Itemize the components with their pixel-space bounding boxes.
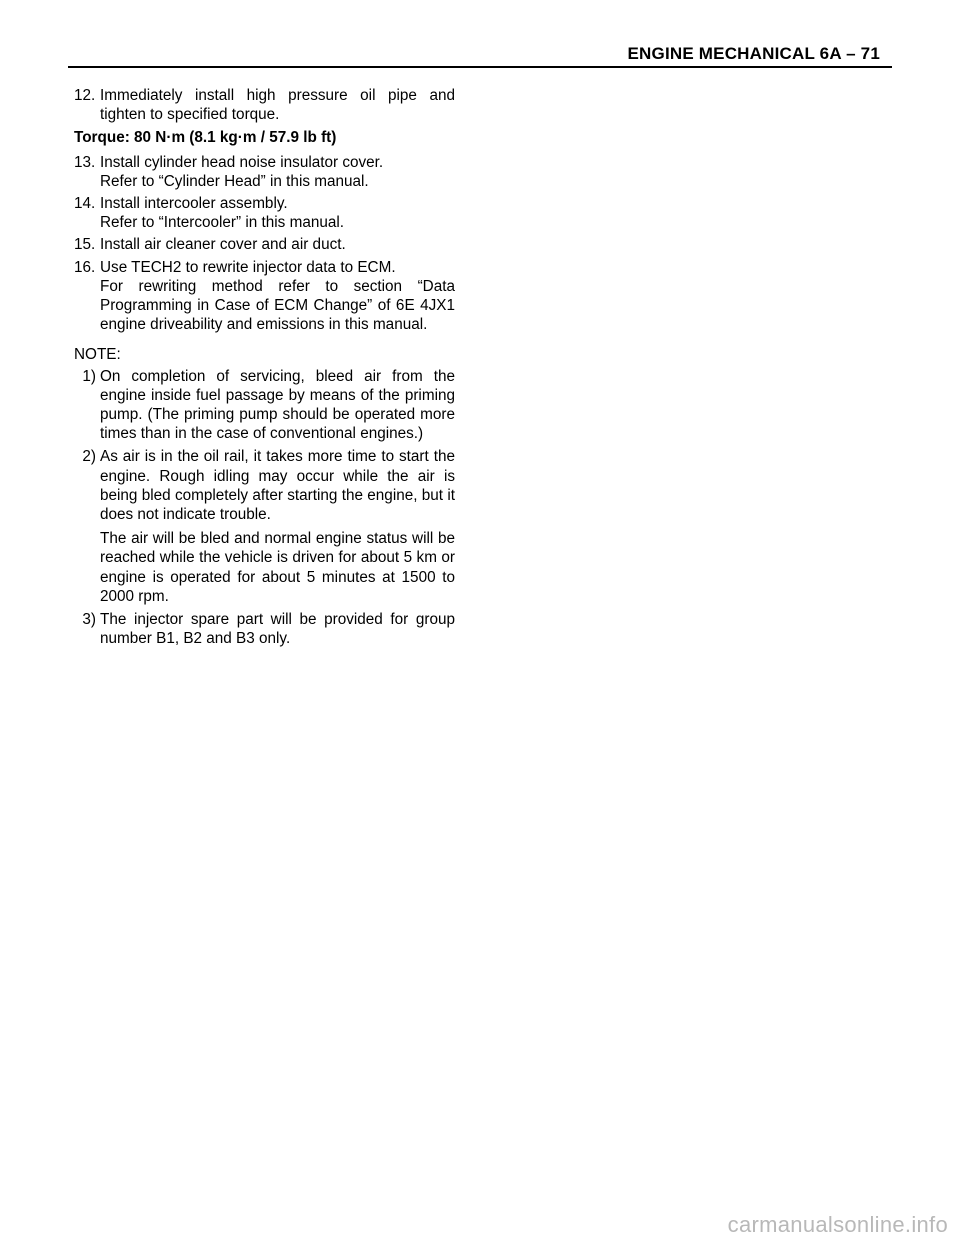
step-text: Use TECH2 to rewrite injector data to ECM. [100, 258, 396, 276]
note-number: 2) [82, 448, 96, 466]
note-item [74, 367, 455, 444]
step-reference: For rewriting method refer to section “Data Programming in Case of ECM Change” of 6E 4JX1 engine driveability and emissions in this manual. [100, 277, 455, 334]
step-number: 16. [74, 258, 96, 276]
procedure-step [74, 258, 455, 335]
note-number: 3) [82, 611, 96, 629]
step-number: 15. [74, 236, 96, 254]
step-number: 13. [74, 153, 96, 171]
page-title: ENGINE MECHANICAL 6A – 71 [627, 44, 880, 63]
step-text: Install air cleaner cover and air duct. [100, 236, 346, 254]
page-header [68, 44, 892, 68]
note-text: The injector spare part will be provided for group number B1, B2 and B3 only. [100, 611, 455, 648]
note-label: NOTE: [74, 346, 121, 364]
note-text: As air is in the oil rail, it takes more time to start the engine. Rough idling may occur while the air is being bled completely after starting the engine, but it does not indicate trouble. [100, 448, 455, 524]
torque-spec: Torque: 80 N·m (8.1 kg·m / 57.9 lb ft) [74, 129, 337, 147]
procedure-step [74, 86, 455, 124]
note-item [74, 447, 455, 606]
note-text: On completion of servicing, bleed air from the engine inside fuel passage by means of the priming pump. (The priming pump should be operated more times than in the case of conventional engines.) [100, 367, 455, 443]
note-item [74, 610, 455, 648]
watermark: carmanualsonline.info [727, 1212, 948, 1237]
procedure-column [74, 86, 455, 652]
procedure-step [74, 153, 455, 191]
step-text: Immediately install high pressure oil pipe and tighten to specified torque. [100, 87, 455, 124]
step-text: Install cylinder head noise insulator cover. [100, 153, 384, 171]
step-text: Install intercooler assembly. [100, 195, 288, 213]
procedure-step [74, 194, 455, 232]
step-number: 14. [74, 195, 96, 213]
step-reference: Refer to “Intercooler” in this manual. [100, 214, 345, 232]
note-number: 1) [82, 367, 96, 385]
procedure-step [74, 235, 455, 254]
note-text: The air will be bled and normal engine status will be reached while the vehicle is driven for about 5 km or engine is operated for about 5 minutes at 1500 to 2000 rpm. [100, 530, 455, 605]
step-number: 12. [74, 87, 96, 104]
step-reference: Refer to “Cylinder Head” in this manual. [100, 172, 369, 190]
